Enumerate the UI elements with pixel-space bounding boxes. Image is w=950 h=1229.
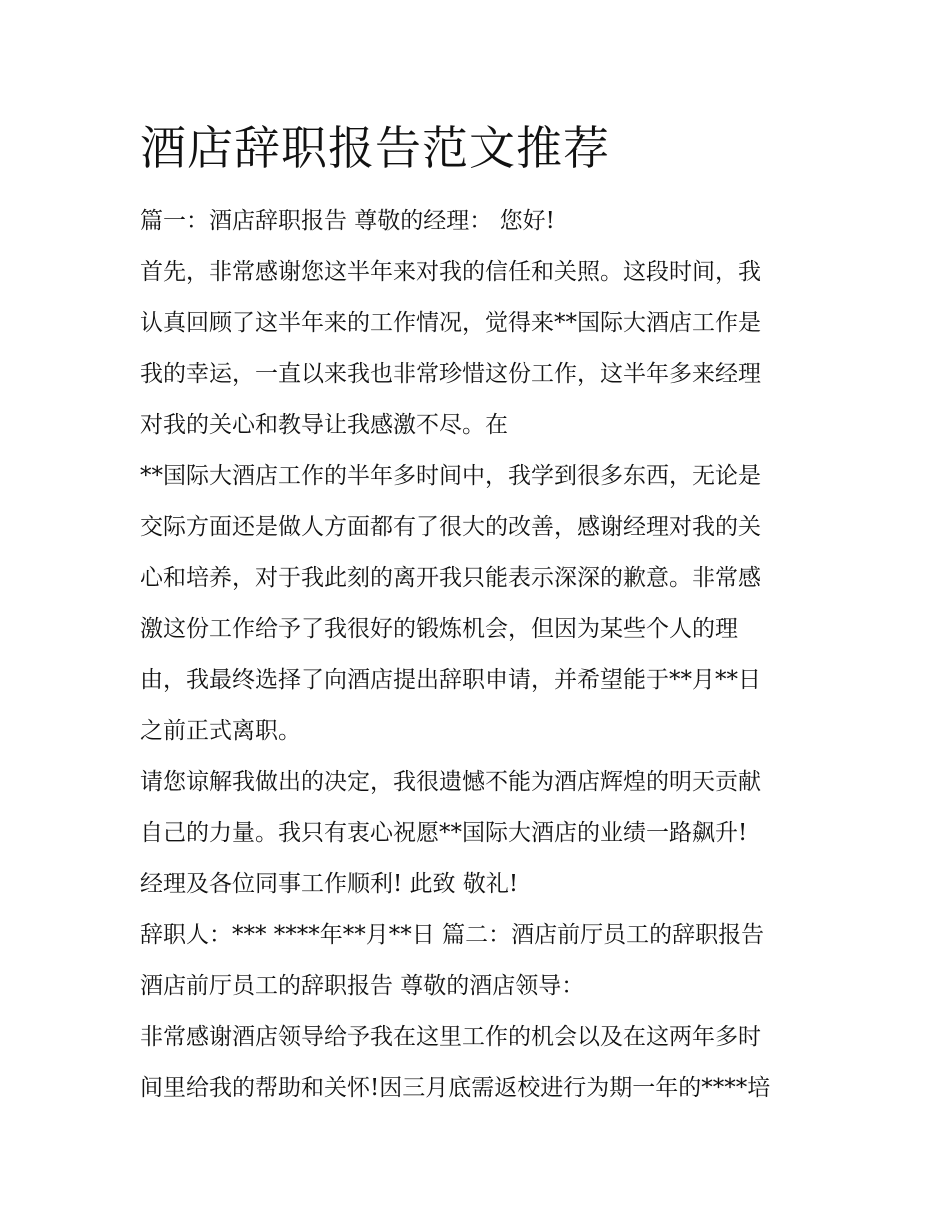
text-line-12: 请您谅解我做出的决定，我很遗憾不能为酒店辉煌的明天贡献 xyxy=(140,769,761,795)
text-line-16: 酒店前厅员工的辞职报告 尊敬的酒店领导： xyxy=(140,973,585,999)
document-title: 酒店辞职报告范文推荐 xyxy=(140,121,610,175)
text-line-17: 非常感谢酒店领导给予我在这里工作的机会以及在这两年多时 xyxy=(140,1024,761,1050)
text-line-15: 辞职人：*** ****年**月**日 篇二：酒店前厅员工的辞职报告 xyxy=(140,922,765,948)
text-line-14: 经理及各位同事工作顺利! 此致 敬礼! xyxy=(140,871,519,897)
text-line-5: 对我的关心和教导让我感激不尽。在 xyxy=(140,412,508,438)
text-line-1: 篇一：酒店辞职报告 尊敬的经理： 您好! xyxy=(140,208,555,234)
text-line-7: 交际方面还是做人方面都有了很大的改善，感谢经理对我的关 xyxy=(140,514,761,540)
text-line-8: 心和培养，对于我此刻的离开我只能表示深深的歉意。非常感 xyxy=(140,565,761,591)
text-line-10: 由，我最终选择了向酒店提出辞职申请，并希望能于**月**日 xyxy=(140,667,761,693)
text-line-13: 自己的力量。我只有衷心祝愿**国际大酒店的业绩一路飙升! xyxy=(140,820,748,846)
text-line-3: 认真回顾了这半年来的工作情况，觉得来**国际大酒店工作是 xyxy=(140,310,761,336)
text-line-11: 之前正式离职。 xyxy=(140,718,301,744)
text-line-2: 首先，非常感谢您这半年来对我的信任和关照。这段时间，我 xyxy=(140,259,761,285)
text-line-6: **国际大酒店工作的半年多时间中，我学到很多东西，无论是 xyxy=(140,463,761,489)
text-line-18: 间里给我的帮助和关怀!因三月底需返校进行为期一年的****培 xyxy=(140,1075,771,1101)
text-line-4: 我的幸运，一直以来我也非常珍惜这份工作，这半年多来经理 xyxy=(140,361,761,387)
text-line-9: 激这份工作给予了我很好的锻炼机会，但因为某些个人的理 xyxy=(140,616,738,642)
